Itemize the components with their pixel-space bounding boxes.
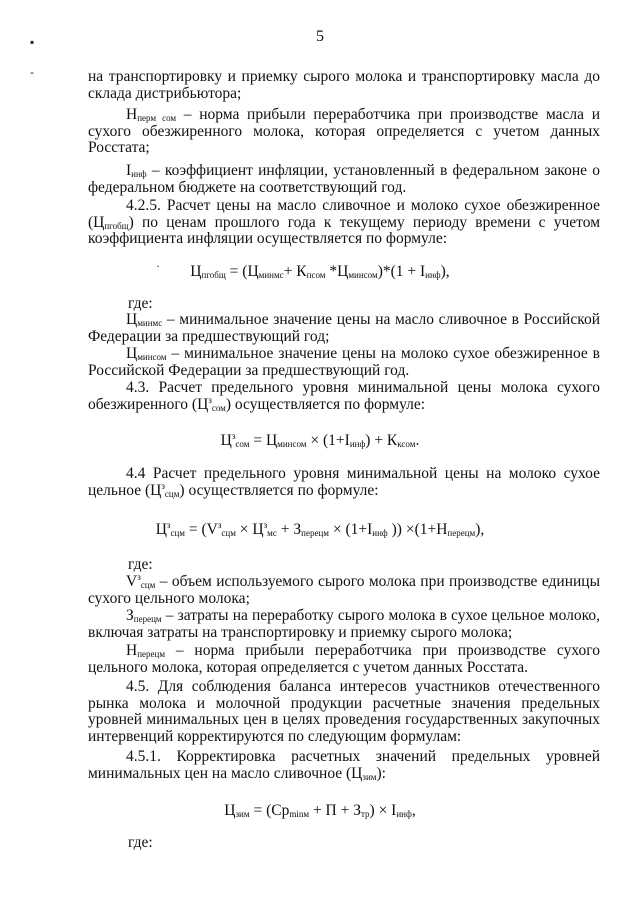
where-label: где: [128,834,153,851]
paragraph: на транспортировку и приемку сырого молока и транспортировку масла до склада дистрибьютора; [88,68,600,102]
formula: $Ц^з_{сцм} = (V^з_{сцм} \times Ц^з_{мс} + З_{перецм} \times (1+I_{инф}$ )) $\times(1+Н_{перецм})$, [155,520,485,538]
paragraph-definition: $Ц_{минмс}$ – минимальное значение цены на масло сливочное в Российской Федерации за предшествующий год; [88,311,600,345]
paragraph-section: 4.2.5. Расчет цены на масло сливочное и молоко сухое обезжиренное $(Ц_{пгобщ})$ по ценам прошлого года к текущему периоду времени с учетом коэффициента инфляции осуществляется по формуле: [88,197,600,248]
scan-mark: · [156,259,160,273]
paragraph-definition: $Н_{перм сом}$ – норма прибыли переработчика при производстве масла и сухого обезжиренного молока, которая определяется с учетом данных Росстата; [88,106,601,157]
paragraph-section: 4.4 Расчет предельного уровня минимальной цены на молоко сухое цельное $(Ц^з_{сцм})$ осуществляется по формуле: [88,465,600,499]
paragraph-section: 4.3. Расчет предельного уровня минимальной цены молока сухого обезжиренного $(Ц^з_{сом})$ осуществляется по формуле: [88,379,600,413]
page-number: 5 [316,28,324,45]
scan-mark: ▪ [30,35,35,49]
scan-mark: - [30,65,34,79]
where-label: где: [128,295,153,312]
formula: $Ц_{пгобщ} = (Ц_{минмс}+ К_{псом}$ $*Ц_{минсом})*(1 + I_{инф})$, [190,263,450,280]
where-label: где: [128,556,153,573]
paragraph-definition: $З_{перецм}$ – затраты на переработку сырого молока в сухое цельное молоко, включая затраты на транспортировку и приемку сырого молока; [88,607,600,641]
paragraph-section: 4.5.1. Корректировка расчетных значений предельных уровней минимальных цен на масло сливочное $(Ц_{зим})$: [88,748,600,782]
paragraph-definition: $I_{инф}$ – коэффициент инфляции, установленный в федеральном законе о федеральном бюджете на соответствующий год. [88,162,600,196]
paragraph-definition: $Ц_{минсом}$ – минимальное значение цены на молоко сухое обезжиренное в Российской Федерации за предшествующий год. [88,345,600,379]
formula: $Ц^з_{сом} = Ц_{минсом} \times (1+I_{инф}) + К_{ксом}$. [220,431,420,449]
paragraph-section: 4.5. Для соблюдения баланса интересов участников отечественного рынка молока и молочной продукции расчетные значения предельных уровней минимальных цен в целях проведения государственных закупочных интервенций корректируются по следующим формулам: [88,678,600,746]
paragraph-definition: $Н_{перецм}$ – норма прибыли переработчика при производстве сухого цельного молока, которая определяется с учетом данных Росстата. [88,642,600,676]
formula: $Ц_{зим} = (Ср_{minм} + П + З_{тр}) \times I_{инф}$, [224,802,416,819]
paragraph-definition: $V^з_{сцм}$ – объем используемого сырого молока при производстве единицы сухого цельного молока; [88,572,600,607]
